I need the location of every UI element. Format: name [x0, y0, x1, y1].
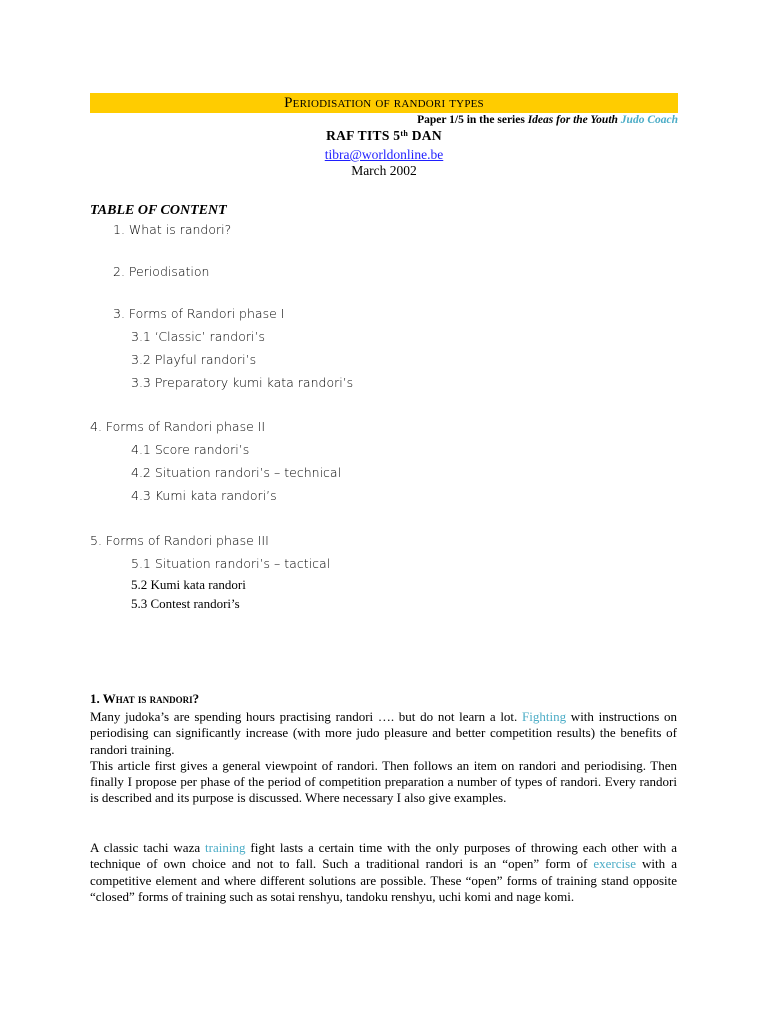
toc-subitem[interactable]: 4.3 Kumi kata randori’s: [131, 488, 277, 503]
email-link[interactable]: tibra@worldonline.be: [324, 147, 444, 162]
paragraph-text: This article first gives a general viewpoint of randori. Then follows an item on randori and periodising. Then finally I propose per phase of the period of competition preparation a number of types of randori. Every randori is described and its purpose is discussed. Where necessary I also give examples.: [90, 757, 677, 806]
toc-subitem[interactable]: 4.1 Score randori’s: [131, 442, 250, 457]
training-link[interactable]: training: [205, 840, 246, 855]
series-prefix: Paper 1/5 in the series: [417, 114, 528, 126]
paragraph-text: with instructions on periodising can significantly increase (with more judo pleasure and better competition results) the benefits of randori training.: [90, 709, 677, 757]
toc-item[interactable]: 2. Periodisation: [113, 264, 210, 279]
document-title-text: Periodisation of randori types: [284, 95, 484, 111]
author-line: [0, 128, 768, 144]
toc-subitem[interactable]: 5.1 Situation randori’s – tactical: [131, 556, 331, 571]
paragraph-text: Many judoka’s are spending hours practising randori …. but do not learn a lot.: [90, 709, 523, 724]
toc-item[interactable]: 5. Forms of Randori phase III: [90, 533, 269, 548]
toc-subitem[interactable]: 3.1 ‘Classic’ randori’s: [131, 329, 265, 344]
date: March 2002: [351, 163, 417, 178]
fighting-link[interactable]: Fighting: [522, 709, 567, 724]
toc-item[interactable]: 1. What is randori?: [113, 222, 232, 237]
toc-heading: TABLE OF CONTENT: [90, 203, 227, 218]
paragraph-intro: [90, 709, 677, 807]
toc-item[interactable]: 4. Forms of Randori phase II: [90, 419, 266, 434]
paragraph-text: fight lasts a certain time with the only purposes of throwing each other with a technique of own choice and not to fall. Such a traditional randori is an “open” form of: [90, 840, 677, 872]
toc-subitem[interactable]: 3.2 Playful randori’s: [131, 352, 257, 367]
section-heading: 1. What is randori?: [90, 691, 200, 706]
paragraph-text: with a competitive element and where different solutions are possible. These “open” forms of training stand opposite “closed” forms of training such as sotai renshyu, tandoku renshyu, uchi komi and nage komi.: [90, 856, 677, 904]
toc-subitem[interactable]: 3.3 Preparatory kumi kata randori’s: [131, 375, 354, 390]
series-line: [417, 114, 678, 126]
email-line: [0, 147, 768, 163]
toc-item[interactable]: 3. Forms of Randori phase I: [113, 306, 285, 321]
author-sup: th: [400, 129, 409, 138]
series-italic: Ideas for the Youth: [527, 114, 621, 126]
series-accent-link[interactable]: Judo Coach: [620, 114, 678, 126]
exercise-link[interactable]: exercise: [593, 856, 636, 872]
toc-subitem[interactable]: 5.2 Kumi kata randori: [131, 577, 246, 592]
toc-subitem[interactable]: 5.3 Contest randori’s: [131, 596, 240, 611]
paragraph-text: A classic tachi waza: [90, 840, 206, 855]
author-suffix: DAN: [408, 128, 442, 143]
date-line: [0, 163, 768, 179]
author-name: RAF TITS 5: [326, 128, 401, 143]
document-title: [90, 93, 678, 113]
paragraph-classic-randori: [90, 840, 677, 905]
toc-subitem[interactable]: 4.2 Situation randori’s – technical: [131, 465, 342, 480]
